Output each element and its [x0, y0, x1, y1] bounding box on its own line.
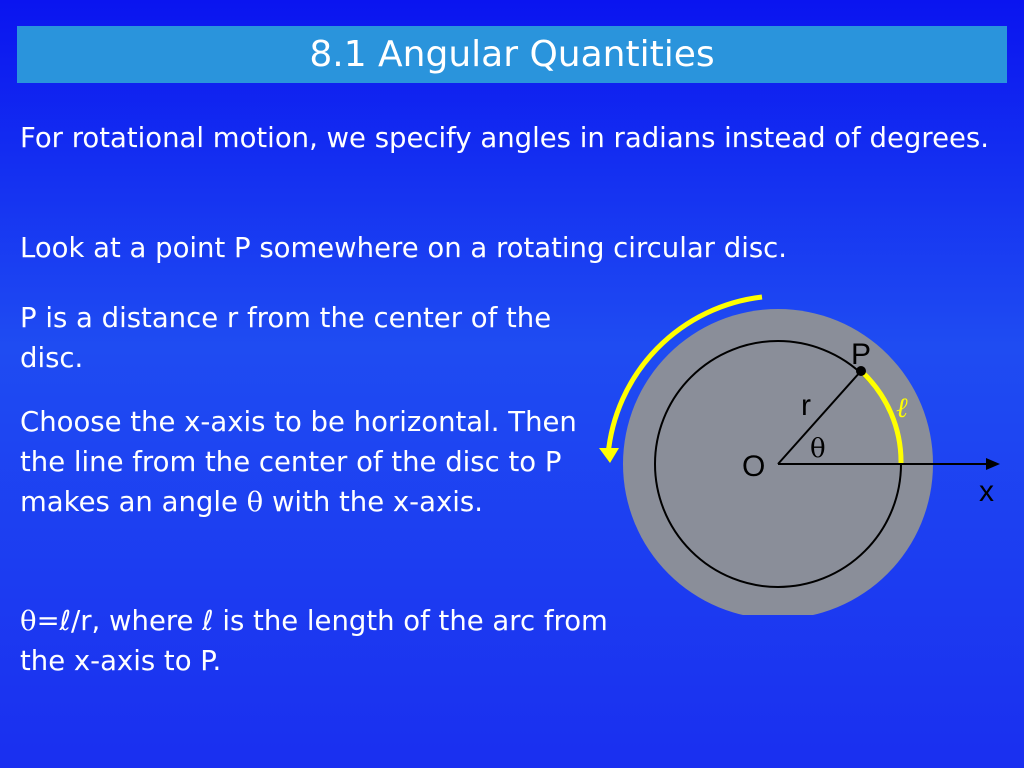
label-theta: θ [810, 434, 826, 464]
slide-title: 8.1 Angular Quantities [309, 34, 715, 75]
paragraph-distance-r: P is a distance r from the center of the disc. [20, 302, 552, 374]
arc-formula-text: =ℓ/r, where ℓ is the length of the arc from the x-axis to P. [20, 605, 608, 677]
rotation-arrowhead [599, 448, 619, 463]
label-point-p: P [851, 338, 872, 371]
paragraph-x-axis [20, 402, 610, 522]
disc [623, 309, 933, 615]
paragraph-x-axis-text: Choose the x-axis to be horizontal. Then the line from the center of the disc to P makes an angle [20, 406, 577, 518]
paragraph-point-p: Look at a point P somewhere on a rotating circular disc. [20, 232, 788, 264]
label-x-axis: x [979, 475, 994, 508]
rotating-disc-diagram [590, 285, 1020, 615]
label-origin: O [742, 450, 766, 483]
paragraph-radians: For rotational motion, we specify angles in radians instead of degrees. [20, 122, 989, 154]
label-arc-ell: ℓ [896, 391, 908, 424]
title-bar [17, 26, 1007, 83]
paragraph-x-axis-tail: with the x-axis. [263, 486, 483, 518]
paragraph-arc-formula [20, 601, 620, 681]
theta-symbol: θ [20, 605, 37, 637]
theta-symbol: θ [246, 486, 264, 518]
x-axis-arrowhead [986, 458, 1000, 470]
label-radius-r: r [801, 389, 811, 422]
